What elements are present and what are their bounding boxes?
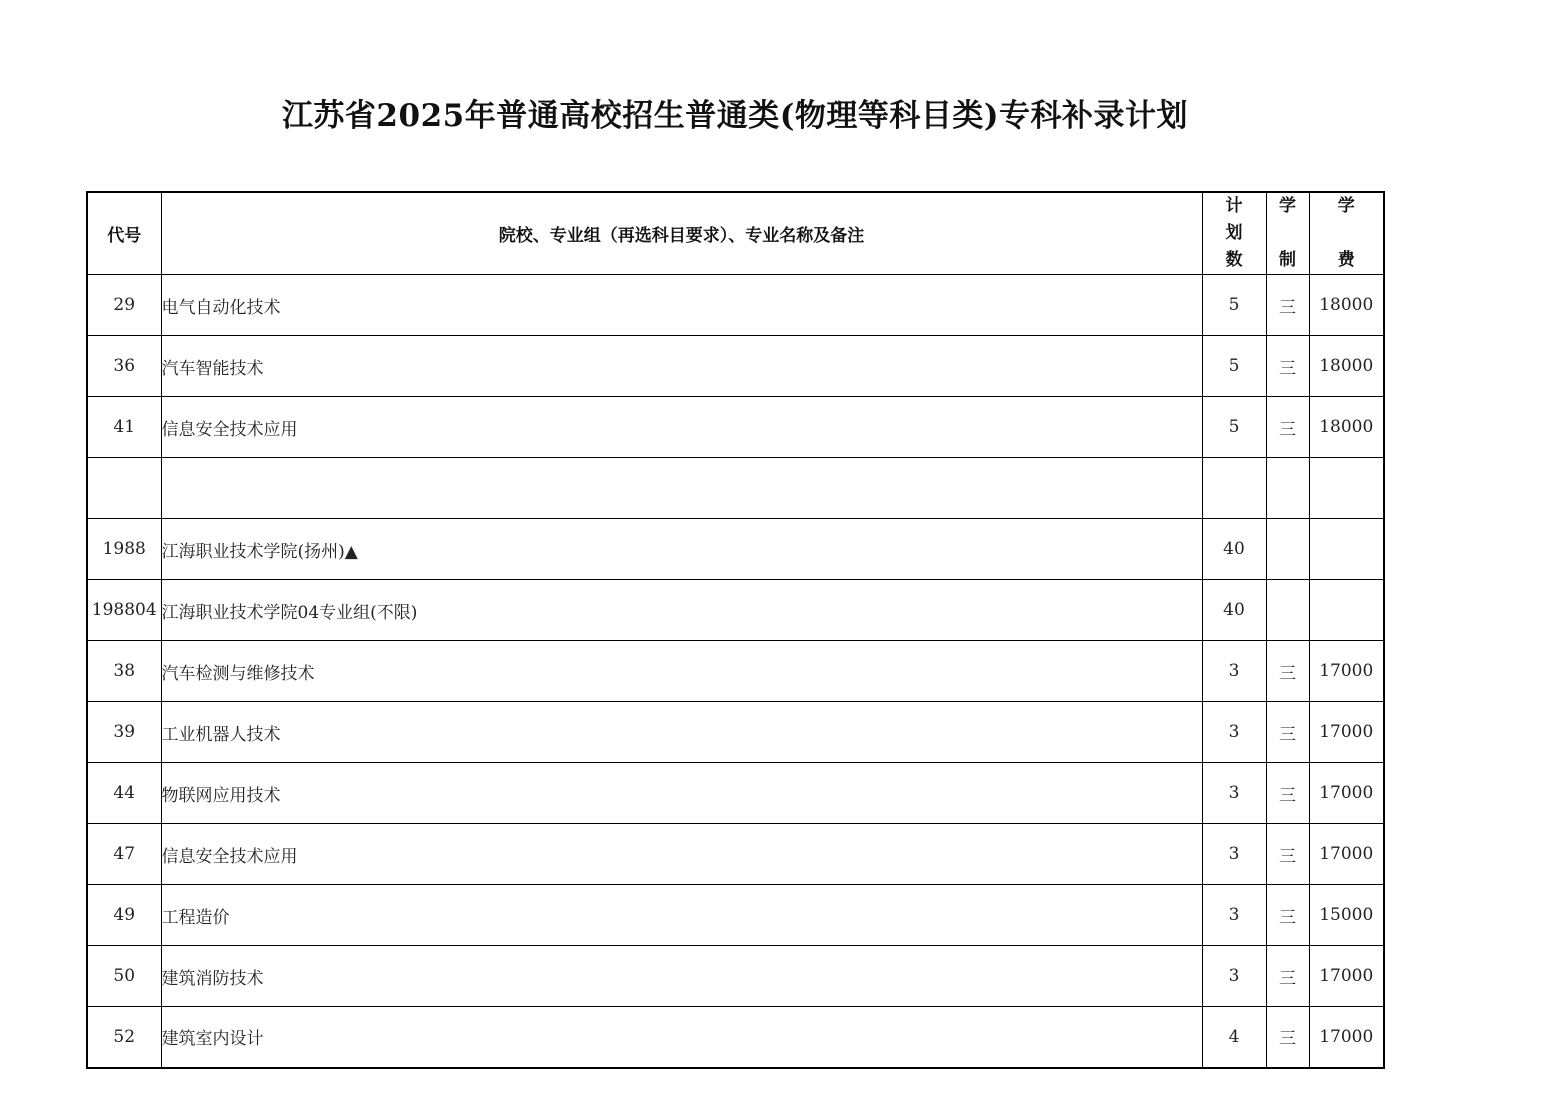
row-years — [1266, 458, 1309, 519]
row-years: 三 — [1266, 397, 1309, 458]
table-row — [87, 1007, 1384, 1068]
row-code: 47 — [87, 824, 161, 885]
table-row — [87, 397, 1384, 458]
row-code: 44 — [87, 763, 161, 824]
table-row-empty — [87, 458, 1384, 519]
table-row — [87, 885, 1384, 946]
row-years: 三 — [1266, 946, 1309, 1007]
row-plan: 3 — [1202, 946, 1266, 1007]
row-name: 江海职业技术学院(扬州)▲ — [161, 519, 1202, 580]
row-plan: 3 — [1202, 885, 1266, 946]
row-name: 汽车智能技术 — [161, 336, 1202, 397]
row-fee: 17000 — [1309, 763, 1384, 824]
row-code: 198804 — [87, 580, 161, 641]
row-fee: 17000 — [1309, 946, 1384, 1007]
row-plan: 5 — [1202, 275, 1266, 336]
row-years: 三 — [1266, 1007, 1309, 1068]
row-plan: 3 — [1202, 824, 1266, 885]
header-fee-char: 学 — [1337, 196, 1355, 216]
table-row — [87, 763, 1384, 824]
row-fee — [1309, 580, 1384, 641]
header-fee-char: 费 — [1337, 250, 1355, 270]
row-name: 建筑室内设计 — [161, 1007, 1202, 1068]
row-name: 信息安全技术应用 — [161, 397, 1202, 458]
row-name: 物联网应用技术 — [161, 763, 1202, 824]
header-plan-char: 划 — [1225, 223, 1243, 243]
row-plan: 4 — [1202, 1007, 1266, 1068]
row-plan: 40 — [1202, 580, 1266, 641]
header-plan-char: 数 — [1225, 250, 1243, 270]
row-code: 29 — [87, 275, 161, 336]
row-name — [161, 458, 1202, 519]
row-code: 36 — [87, 336, 161, 397]
table-header-row — [87, 192, 1384, 275]
row-plan — [1202, 458, 1266, 519]
row-code: 50 — [87, 946, 161, 1007]
table-row — [87, 336, 1384, 397]
row-years: 三 — [1266, 824, 1309, 885]
row-years: 三 — [1266, 336, 1309, 397]
plan-table — [86, 191, 1385, 1069]
row-years: 三 — [1266, 275, 1309, 336]
row-name: 江海职业技术学院04专业组(不限) — [161, 580, 1202, 641]
row-years — [1266, 580, 1309, 641]
row-fee: 17000 — [1309, 1007, 1384, 1068]
table-row — [87, 275, 1384, 336]
row-fee — [1309, 519, 1384, 580]
table-row — [87, 946, 1384, 1007]
row-years — [1266, 519, 1309, 580]
row-name: 电气自动化技术 — [161, 275, 1202, 336]
row-fee: 17000 — [1309, 641, 1384, 702]
row-name: 工业机器人技术 — [161, 702, 1202, 763]
row-name: 工程造价 — [161, 885, 1202, 946]
header-years-char: 制 — [1279, 250, 1296, 270]
header-years — [1266, 192, 1309, 275]
row-fee: 18000 — [1309, 275, 1384, 336]
row-code: 52 — [87, 1007, 161, 1068]
table-row — [87, 824, 1384, 885]
header-fee — [1309, 192, 1384, 275]
header-code: 代号 — [87, 192, 161, 275]
row-code — [87, 458, 161, 519]
row-plan: 3 — [1202, 763, 1266, 824]
row-code: 49 — [87, 885, 161, 946]
row-fee: 15000 — [1309, 885, 1384, 946]
header-plan-char: 计 — [1225, 196, 1243, 216]
row-code: 1988 — [87, 519, 161, 580]
row-plan: 3 — [1202, 641, 1266, 702]
row-years: 三 — [1266, 763, 1309, 824]
row-fee: 17000 — [1309, 702, 1384, 763]
row-years: 三 — [1266, 641, 1309, 702]
page-title: 江苏省2025年普通高校招生普通类(物理等科目类)专科补录计划 — [281, 98, 1189, 134]
row-plan: 40 — [1202, 519, 1266, 580]
row-code: 39 — [87, 702, 161, 763]
table-row-group — [87, 580, 1384, 641]
table-row — [87, 702, 1384, 763]
row-fee: 18000 — [1309, 336, 1384, 397]
row-code: 41 — [87, 397, 161, 458]
row-name: 汽车检测与维修技术 — [161, 641, 1202, 702]
row-plan: 5 — [1202, 336, 1266, 397]
row-fee: 18000 — [1309, 397, 1384, 458]
row-plan: 5 — [1202, 397, 1266, 458]
header-years-char: 学 — [1279, 196, 1296, 216]
row-years: 三 — [1266, 885, 1309, 946]
row-fee — [1309, 458, 1384, 519]
header-plan — [1202, 192, 1266, 275]
row-plan: 3 — [1202, 702, 1266, 763]
table-row — [87, 641, 1384, 702]
table-row-institution — [87, 519, 1384, 580]
header-name: 院校、专业组（再选科目要求）、专业名称及备注 — [161, 192, 1202, 275]
row-years: 三 — [1266, 702, 1309, 763]
row-fee: 17000 — [1309, 824, 1384, 885]
row-code: 38 — [87, 641, 161, 702]
row-name: 信息安全技术应用 — [161, 824, 1202, 885]
row-name: 建筑消防技术 — [161, 946, 1202, 1007]
